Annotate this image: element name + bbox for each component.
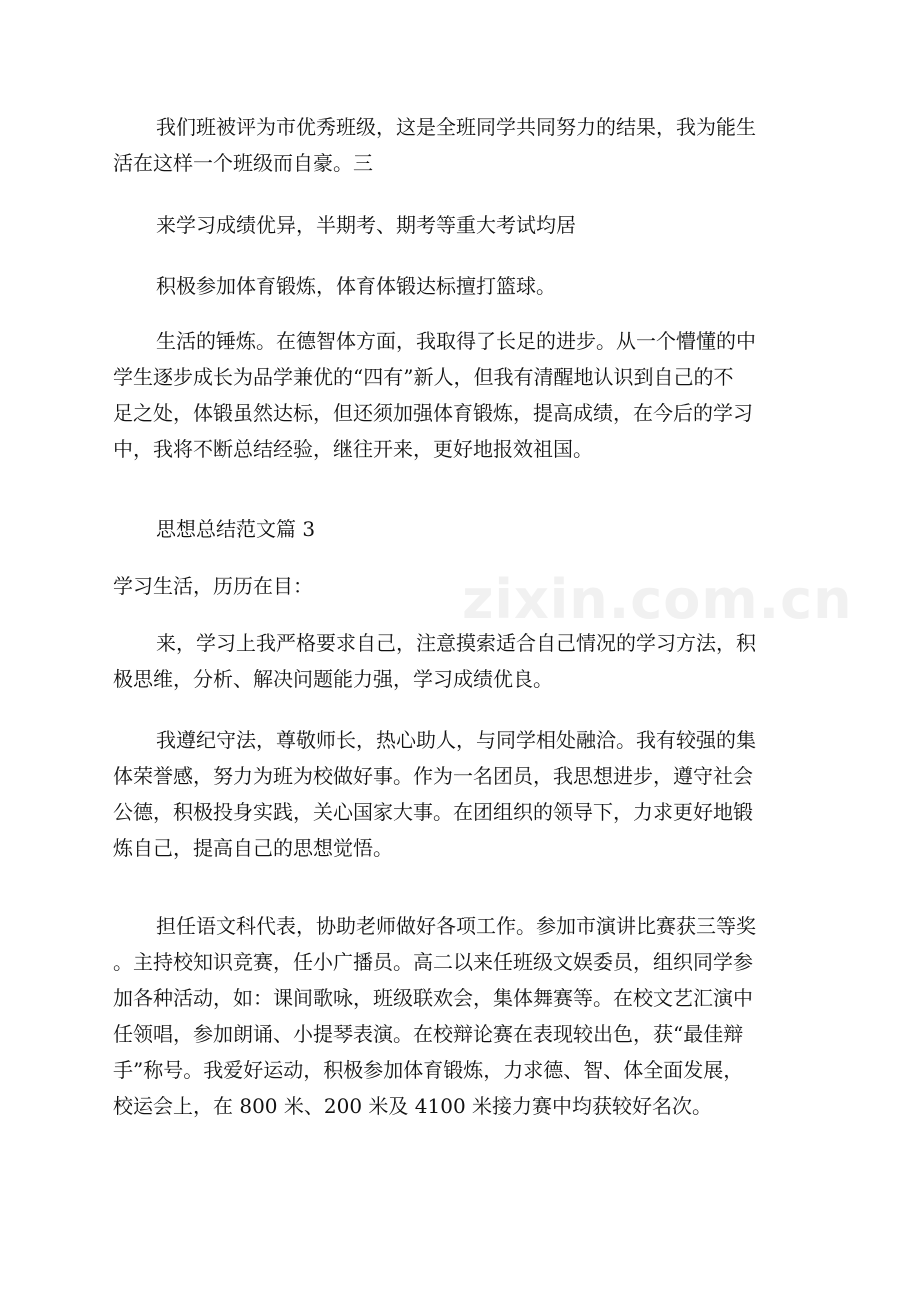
paragraph-line: 担任语文科代表，协助老师做好各项工作。参加市演讲比赛获三等奖	[156, 914, 756, 938]
paragraph-line: 炼自己，提高自己的思想觉悟。	[113, 836, 393, 860]
watermark: zixin.com.cn	[462, 568, 853, 631]
paragraph-line: 积极参加体育锻炼，体育体锻达标擅打篮球。	[156, 274, 556, 298]
paragraph-line: 手”称号。我爱好运动，积极参加体育锻炼，力求德、智、体全面发展，	[113, 1058, 744, 1082]
paragraph-line: 中，我将不断总结经验，继往开来，更好地报效祖国。	[113, 437, 593, 461]
paragraph-2	[113, 207, 813, 243]
paragraph-line: 加各种活动，如：课间歌咏，班级联欢会，集体舞赛等。在校文艺汇演中	[113, 986, 753, 1010]
paragraph-line: 极思维，分析、解决问题能力强，学习成绩优良。	[113, 667, 553, 691]
paragraph-line: 学生逐步成长为品学兼优的“四有”新人，但我有清醒地认识到自己的不	[113, 365, 734, 389]
paragraph-line: 公德，积极投身实践，关心国家大事。在团组织的领导下，力求更好地锻	[113, 800, 753, 824]
paragraph-line: 任领唱，参加朗诵、小提琴表演。在校辩论赛在表现较出色，获“最佳辩	[113, 1022, 744, 1046]
paragraph-line: 我遵纪守法，尊敬师长，热心助人，与同学相处融洽。我有较强的集	[156, 728, 756, 752]
paragraph-7	[113, 722, 813, 866]
section-heading-text: 思想总结范文篇 3	[156, 517, 316, 541]
paragraph-1	[113, 109, 813, 181]
paragraph-line: 。主持校知识竞赛，任小广播员。高二以来任班级文娱委员，组织同学参	[113, 950, 753, 974]
paragraph-line: 活在这样一个班级而自豪。三	[113, 151, 373, 175]
paragraph-line: 我们班被评为市优秀班级，这是全班同学共同努力的结果，我为能生	[156, 115, 756, 139]
paragraph-6	[113, 625, 813, 697]
paragraph-4	[113, 323, 813, 467]
section-heading	[113, 511, 813, 547]
paragraph-3	[113, 268, 813, 304]
paragraph-line: 足之处，体锻虽然达标，但还须加强体育锻炼，提高成绩，在今后的学习	[113, 401, 753, 425]
paragraph-8	[113, 908, 813, 1124]
paragraph-line: 生活的锤炼。在德智体方面，我取得了长足的进步。从一个懵懂的中	[156, 329, 756, 353]
paragraph-line: 学习生活，历历在目：	[113, 574, 313, 598]
paragraph-line: 体荣誉感，努力为班为校做好事。作为一名团员，我思想进步，遵守社会	[113, 764, 753, 788]
paragraph-line: 来学习成绩优异，半期考、期考等重大考试均居	[156, 213, 576, 237]
paragraph-5	[113, 568, 813, 604]
paragraph-line: 来，学习上我严格要求自己，注意摸索适合自己情况的学习方法，积	[156, 631, 756, 655]
paragraph-line: 校运会上，在 800 米、200 米及 4100 米接力赛中均获较好名次。	[113, 1094, 713, 1118]
